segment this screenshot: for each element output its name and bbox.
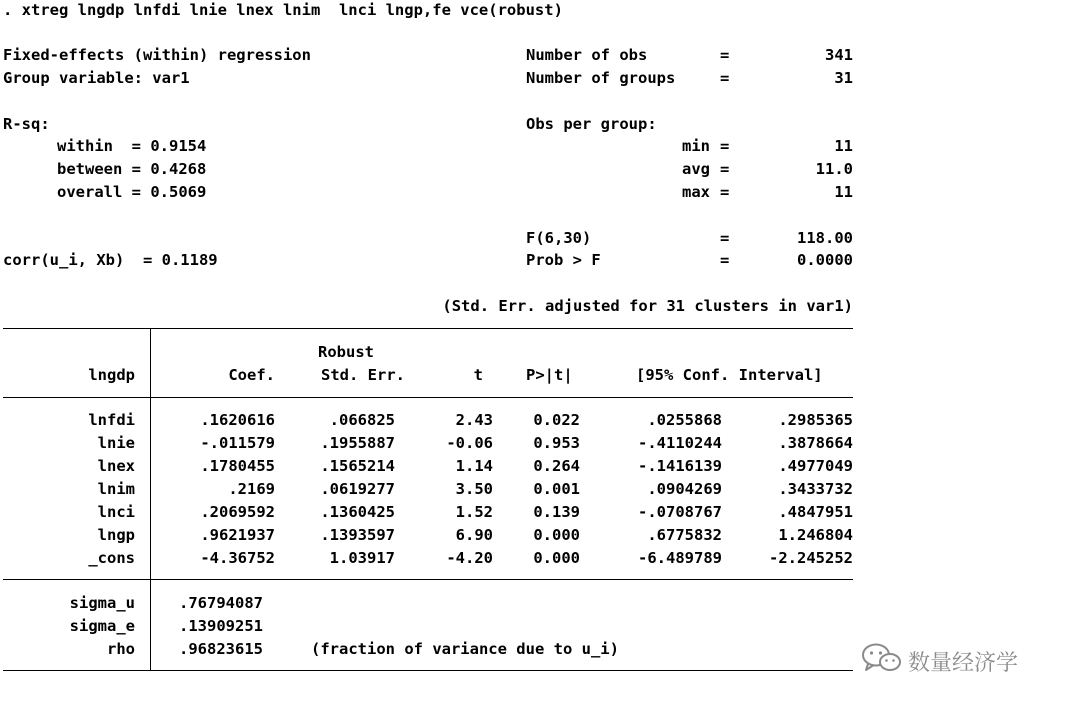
cell-var: lnie: [97, 434, 135, 452]
col-header-p: P>|t|: [526, 366, 573, 384]
stat-value: 11: [834, 137, 853, 155]
stat-value: 31: [834, 69, 853, 87]
corr-ui-xb: corr(u_i, Xb) = 0.1189: [3, 251, 218, 269]
stat-eq: =: [720, 160, 730, 178]
cell-t: 1.14: [455, 457, 493, 475]
cell-coef: -.011579: [200, 434, 275, 452]
cell-ci-low: -.4110244: [638, 434, 722, 452]
stat-label: avg: [682, 160, 710, 178]
cell-t: -4.20: [446, 549, 493, 567]
rsq-within: within = 0.9154: [57, 137, 207, 155]
cell-coef: .1780455: [200, 457, 275, 475]
cell-t: -0.06: [446, 434, 493, 452]
table-header-rule: [3, 397, 853, 398]
cell-coef: .9621937: [200, 526, 275, 544]
cell-ci-high: -2.245252: [769, 549, 853, 567]
rsq-label: R-sq:: [3, 115, 50, 133]
stat-value: 118.00: [797, 229, 853, 247]
stat-eq: =: [720, 183, 730, 201]
stat-label: min: [682, 137, 710, 155]
cell-t: 2.43: [455, 411, 493, 429]
cell-coef: .2069592: [200, 503, 275, 521]
cell-ci-low: .0904269: [647, 480, 722, 498]
stat-eq: =: [720, 137, 730, 155]
stat-value: 11.0: [815, 160, 853, 178]
cell-t: 6.90: [455, 526, 493, 544]
cell-var: rho: [107, 640, 135, 658]
cluster-note: (Std. Err. adjusted for 31 clusters in var1): [442, 297, 853, 315]
cell-coef: .76794087: [179, 594, 263, 612]
cell-ci-low: .6775832: [647, 526, 722, 544]
cell-ci-high: .4977049: [778, 457, 853, 475]
col-header-ci: [95% Conf. Interval]: [636, 366, 823, 384]
table-vertical-rule: [150, 328, 151, 670]
group-variable: Group variable: var1: [3, 69, 190, 87]
cell-se: 1.03917: [329, 549, 395, 567]
cell-se: .1360425: [320, 503, 395, 521]
stat-label: F(6,30): [526, 229, 592, 247]
cell-p: 0.264: [533, 457, 580, 475]
stat-value: 341: [825, 46, 853, 64]
stat-label: Number of obs: [526, 46, 648, 64]
cell-ci-high: .2985365: [778, 411, 853, 429]
stat-eq: =: [720, 46, 730, 64]
stat-value: 0.0000: [797, 251, 853, 269]
rho-note: (fraction of variance due to u_i): [311, 640, 619, 658]
rsq-overall: overall = 0.5069: [57, 183, 207, 201]
cell-ci-high: .4847951: [778, 503, 853, 521]
cell-var: lngp: [97, 526, 135, 544]
watermark: [860, 642, 1018, 680]
stat-label: Number of groups: [526, 69, 676, 87]
cell-t: 3.50: [455, 480, 493, 498]
col-header-t: t: [473, 366, 483, 384]
cell-p: 0.022: [533, 411, 580, 429]
cell-var: lnim: [97, 480, 135, 498]
rsq-between: between = 0.4268: [57, 160, 207, 178]
cell-coef: -4.36752: [200, 549, 275, 567]
stat-eq: =: [720, 229, 730, 247]
cell-var: _cons: [88, 549, 135, 567]
col-header-se: Std. Err.: [321, 366, 405, 384]
cell-se: .066825: [329, 411, 395, 429]
cell-p: 0.139: [533, 503, 580, 521]
cell-var: lnci: [97, 503, 135, 521]
cell-ci-high: .3433732: [778, 480, 853, 498]
col-header-coef: Coef.: [228, 366, 275, 384]
cell-ci-low: -.0708767: [638, 503, 722, 521]
stat-label: Prob > F: [526, 251, 601, 269]
table-sigma-rule: [3, 579, 853, 580]
robust-label: Robust: [318, 343, 374, 361]
cell-coef: .1620616: [200, 411, 275, 429]
watermark-text: 数量经济学: [908, 650, 1019, 676]
stat-label: max: [682, 183, 710, 201]
cell-coef: .96823615: [179, 640, 263, 658]
depvar-header: lngdp: [88, 366, 135, 384]
cell-p: 0.000: [533, 549, 580, 567]
cell-coef: .2169: [228, 480, 275, 498]
cell-p: 0.953: [533, 434, 580, 452]
stat-eq: =: [720, 69, 730, 87]
cell-var: lnex: [97, 457, 135, 475]
cell-t: 1.52: [455, 503, 493, 521]
stat-label: Obs per group:: [526, 115, 657, 133]
cell-se: .1955887: [320, 434, 395, 452]
table-bottom-rule: [3, 670, 853, 671]
cell-coef: .13909251: [179, 617, 263, 635]
cell-p: 0.000: [533, 526, 580, 544]
cell-ci-low: -.1416139: [638, 457, 722, 475]
table-top-rule: [3, 328, 853, 329]
cell-se: .1565214: [320, 457, 395, 475]
cell-var: sigma_e: [69, 617, 135, 635]
cell-se: .1393597: [320, 526, 395, 544]
wechat-icon: [860, 642, 908, 680]
cell-ci-low: .0255868: [647, 411, 722, 429]
cell-p: 0.001: [533, 480, 580, 498]
cell-var: sigma_u: [69, 594, 135, 612]
cell-ci-high: 1.246804: [778, 526, 853, 544]
cell-var: lnfdi: [88, 411, 135, 429]
cell-ci-low: -6.489789: [638, 549, 722, 567]
cell-ci-high: .3878664: [778, 434, 853, 452]
model-title: Fixed-effects (within) regression: [3, 46, 311, 64]
command-line: . xtreg lngdp lnfdi lnie lnex lnim lnci lngp,fe vce(robust): [3, 1, 563, 19]
cell-se: .0619277: [320, 480, 395, 498]
stat-value: 11: [834, 183, 853, 201]
stat-eq: =: [720, 251, 730, 269]
